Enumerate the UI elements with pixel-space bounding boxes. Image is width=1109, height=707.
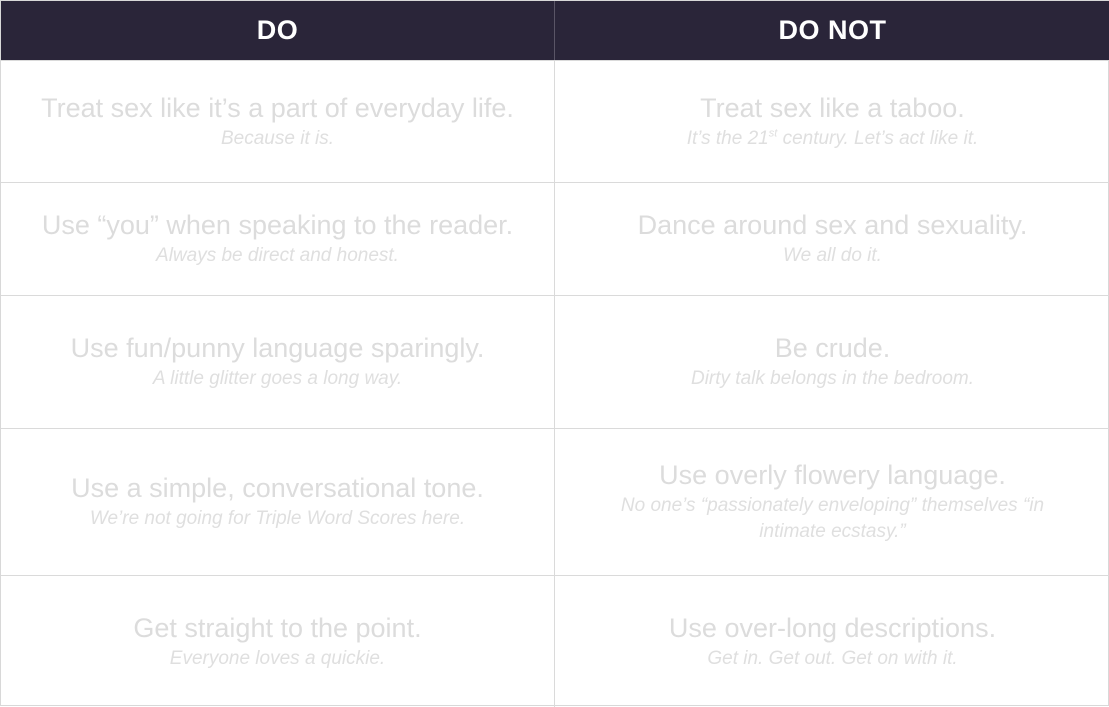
do-not-sub-text: Dirty talk belongs in the bedroom. [690,368,975,389]
do-not-cell [555,295,1109,428]
do-sub-text: Always be direct and honest. [156,245,399,266]
do-not-cell [555,60,1109,182]
do-main-text: Treat sex like it’s a part of everyday life. [41,92,514,123]
do-not-sub-text-start: It’s the 21 [686,127,769,149]
do-not-main-text: Use over-long descriptions. [668,612,997,643]
header-do [1,1,555,60]
do-cell [1,60,555,182]
do-sub-text: Because it is. [221,127,334,149]
do-cell [1,428,555,575]
do-main-text: Use “you” when speaking to the reader. [41,210,514,240]
do-not-cell [555,575,1109,707]
header-do-not-label: DO NOT [778,15,887,45]
header-do-label: DO [256,15,299,45]
do-not-sub-text [687,126,979,152]
do-cell [1,182,555,295]
do-not-sub-text: Get in. Get out. Get on with it. [707,647,958,669]
header-do-not [555,1,1109,60]
do-not-main-text: Use overly flowery language. [659,460,1006,490]
do-sub-text: Everyone loves a quickie. [169,647,386,669]
ordinal-suffix: st [768,127,778,140]
do-not-main-text: Dance around sex and sexuality. [637,210,1028,240]
do-main-text: Use fun/punny language sparingly. [70,333,485,363]
do-not-sub-text-end: century. Let’s act like it. [777,127,979,149]
do-cell [1,575,555,707]
do-sub-text: A little glitter goes a long way. [152,368,403,389]
do-not-cell [555,428,1109,575]
do-not-main-text: Treat sex like a taboo. [700,92,965,123]
do-not-sub-text: No one’s “passionately enveloping” themselves “in intimate ecstasy.” [620,495,1045,542]
do-cell [1,295,555,428]
do-not-cell [555,182,1109,295]
do-not-sub-text: We all do it. [783,245,882,266]
do-main-text: Use a simple, conversational tone. [71,473,484,503]
do-main-text: Get straight to the point. [133,612,422,643]
do-sub-text: We’re not going for Triple Word Scores here. [89,508,466,529]
do-not-main-text: Be crude. [774,333,891,363]
